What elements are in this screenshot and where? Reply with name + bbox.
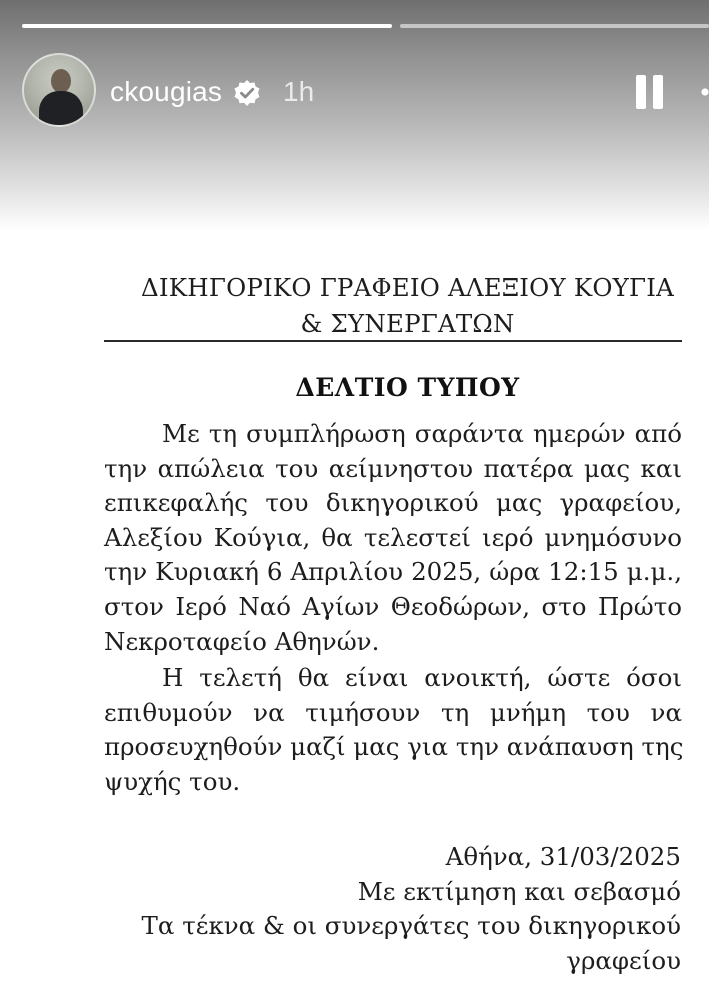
paragraph-1-line: επικεφαλής του δικηγορικού μας γραφείου, [104, 488, 682, 518]
story-progress-segment-1 [22, 24, 392, 28]
paragraph-2-line: ψυχής του. [104, 766, 241, 796]
paragraph-1-line: Νεκροταφείο Αθηνών. [104, 626, 380, 656]
paragraph-1-line: την Κυριακή 6 Απριλίου 2025, ώρα 12:15 μ.μ., [104, 557, 682, 587]
header-divider [104, 340, 682, 342]
story-progress-segment-2 [400, 24, 709, 28]
paragraph-2-line: προσευχηθούν μαζί μας για την ανάπαυση της [104, 732, 684, 762]
paragraph-1-line: την απώλεια του αείμνηστου πατέρα μας και [104, 453, 682, 483]
closing-line: Με εκτίμηση και σεβασμό [357, 876, 681, 906]
place-date: Αθήνα, 31/03/2025 [445, 842, 681, 871]
paragraph-1-line: Αλεξίου Κούγια, θα τελεστεί ιερό μνημόσυνο [104, 522, 682, 552]
paragraph-1-line: Με τη συμπλήρωση σαράντα ημερών από [162, 419, 682, 448]
firm-name-line-2: & ΣΥΝΕΡΓΑΤΩΝ [300, 309, 515, 338]
avatar[interactable] [22, 53, 96, 127]
paragraph-2-line: Η τελετή θα είναι ανοικτή, ώστε όσοι [162, 663, 682, 692]
paragraph-2 [104, 661, 682, 799]
paragraph-2-line: επιθυμούν να τιμήσουν τη μνήμη του να [104, 697, 682, 727]
signatories-line-1: Τα τέκνα & οι συνεργάτες του δικηγορικού [141, 911, 681, 941]
username[interactable]: ckougias [110, 76, 223, 107]
firm-name-line-1: ΔΙΚΗΓΟΡΙΚΟ ΓΡΑΦΕΙΟ ΑΛΕΞΙΟΥ ΚΟΥΓΙΑ [141, 273, 674, 302]
signatories-line-2: γραφείου [566, 945, 681, 975]
story-timestamp: 1h [283, 76, 315, 107]
pause-icon[interactable] [635, 75, 665, 109]
firm-name [0, 270, 709, 342]
paragraph-1-line: στον Ιερό Ναό Αγίων Θεοδώρων, στο Πρώτο [104, 591, 682, 621]
signature-block [142, 840, 681, 978]
avatar-body [39, 91, 83, 127]
verified-badge-icon [232, 78, 262, 108]
paragraph-1 [104, 417, 682, 659]
more-options-icon[interactable] [695, 70, 709, 114]
avatar-head [51, 69, 71, 93]
story-header-overlay [0, 0, 709, 230]
press-release-title: ΔΕΛΤΙΟ ΤΥΠΟΥ [295, 373, 520, 402]
